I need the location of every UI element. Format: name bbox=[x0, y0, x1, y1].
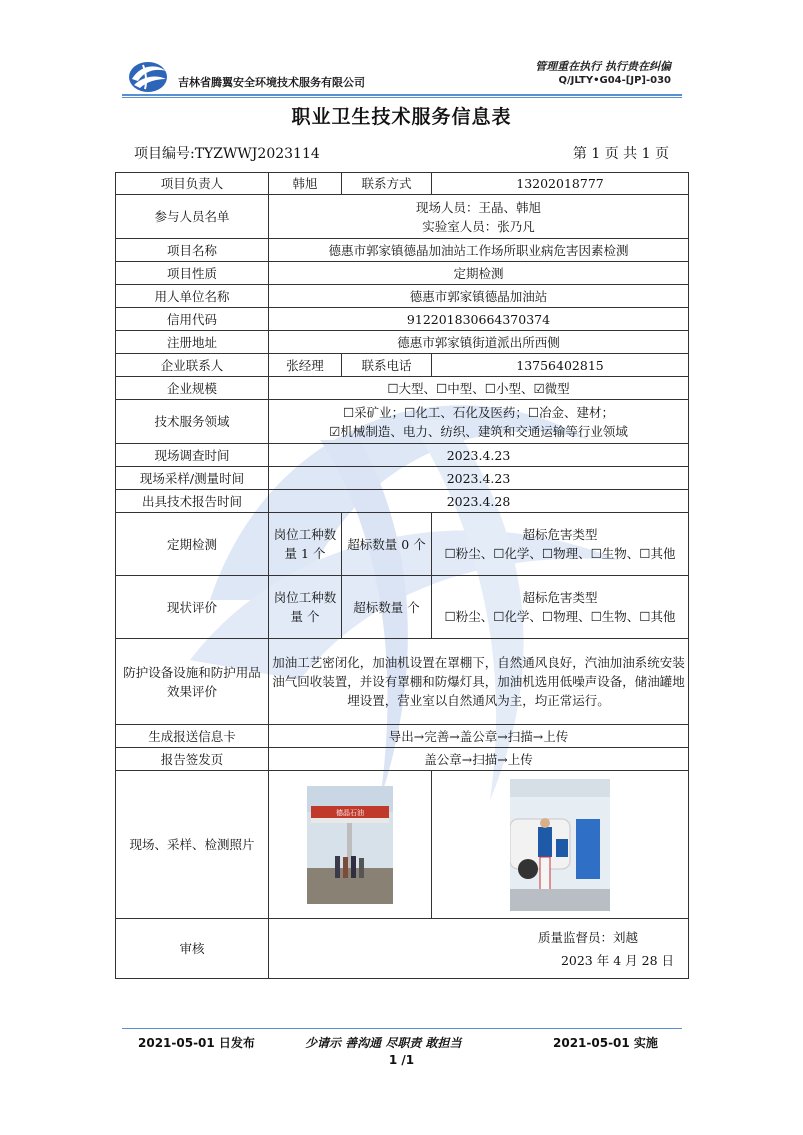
photo-cell-2 bbox=[432, 771, 689, 919]
credit-code-label: 信用代码 bbox=[116, 308, 269, 331]
contact-value: 13202018777 bbox=[432, 173, 689, 195]
quality-supervisor: 质量监督员：刘越 bbox=[537, 929, 638, 945]
site-photo-gas-station bbox=[307, 786, 393, 904]
members-value bbox=[269, 195, 689, 239]
enterprise-phone-value: 13756402815 bbox=[432, 354, 689, 377]
periodic-exceed: 超标数量 0 个 bbox=[342, 513, 432, 576]
table-row bbox=[116, 377, 689, 400]
service-domain-line1: ☐采矿业；☐化工、石化及医药；☐冶金、建材； bbox=[342, 404, 615, 420]
table-row bbox=[116, 490, 689, 513]
table-row bbox=[116, 308, 689, 331]
enterprise-phone-label: 联系电话 bbox=[342, 354, 432, 377]
info-table bbox=[115, 172, 689, 979]
contact-label: 联系方式 bbox=[342, 173, 432, 195]
table-row bbox=[116, 748, 689, 771]
table-row bbox=[116, 725, 689, 748]
table-row bbox=[116, 467, 689, 490]
table-row bbox=[116, 285, 689, 308]
leader-value: 韩旭 bbox=[269, 173, 342, 195]
header-divider bbox=[122, 94, 682, 96]
survey-time-label: 现场调查时间 bbox=[116, 444, 269, 467]
status-exceed: 超标数量 个 bbox=[342, 576, 432, 639]
project-name-label: 项目名称 bbox=[116, 239, 269, 262]
periodic-hazard-types: ☐粉尘、☐化学、☐物理、☐生物、☐其他 bbox=[444, 546, 676, 561]
employer-label: 用人单位名称 bbox=[116, 285, 269, 308]
status-hazards bbox=[432, 576, 689, 639]
enterprise-contact-value: 张经理 bbox=[269, 354, 342, 377]
status-hazard-type-label: 超标危害类型 bbox=[522, 590, 598, 605]
company-name: 吉林省腾翼安全环境技术服务有限公司 bbox=[178, 76, 365, 89]
survey-time-value: 2023.4.23 bbox=[269, 444, 689, 467]
project-type-value: 定期检测 bbox=[269, 262, 689, 285]
table-row bbox=[116, 919, 689, 979]
company-logo-icon bbox=[126, 55, 170, 95]
table-row bbox=[116, 576, 689, 639]
members-label: 参与人员名单 bbox=[116, 195, 269, 239]
service-domain-label: 技术服务领域 bbox=[116, 400, 269, 444]
document-code: Q/JLTY•G04-[JP]-030 bbox=[558, 75, 671, 86]
project-type-label: 项目性质 bbox=[116, 262, 269, 285]
site-photo-sampling bbox=[510, 779, 610, 911]
address-value: 德惠市郭家镇街道派出所西侧 bbox=[269, 331, 689, 354]
table-row bbox=[116, 239, 689, 262]
periodic-posts: 岗位工种数量 1 个 bbox=[269, 513, 342, 576]
review-date: 2023 年 4 月 28 日 bbox=[560, 952, 674, 968]
table-row bbox=[116, 195, 689, 239]
footer-divider bbox=[122, 1028, 682, 1029]
employer-value: 德惠市郭家镇德晶加油站 bbox=[269, 285, 689, 308]
table-row bbox=[116, 444, 689, 467]
project-number: 项目编号:TYZWWJ2023114 bbox=[134, 146, 320, 162]
scale-value: ☐大型、☐中型、☐小型、☑微型 bbox=[269, 377, 689, 400]
footer-published: 2021-05-01 日发布 bbox=[138, 1036, 255, 1050]
table-row bbox=[116, 331, 689, 354]
status-label: 现状评价 bbox=[116, 576, 269, 639]
table-row bbox=[116, 173, 689, 195]
service-domain-line2: ☑机械制造、电力、纺织、建筑和交通运输等行业领域 bbox=[329, 423, 628, 439]
sampling-time-label: 现场采样/测量时间 bbox=[116, 467, 269, 490]
photos-label: 现场、采样、检测照片 bbox=[116, 771, 269, 919]
status-hazard-types: ☐粉尘、☐化学、☐物理、☐生物、☐其他 bbox=[444, 609, 676, 624]
page-info: 第 1 页 共 1 页 bbox=[572, 146, 669, 162]
address-label: 注册地址 bbox=[116, 331, 269, 354]
report-time-label: 出具技术报告时间 bbox=[116, 490, 269, 513]
photo-sign-text: 德晶石油 bbox=[336, 808, 364, 817]
footer-effective: 2021-05-01 实施 bbox=[553, 1036, 658, 1050]
protection-value: 加油工艺密闭化，加油机设置在罩棚下，自然通风良好，汽油加油系统安装油气回收装置，并设有罩棚和防爆灯具，加油机选用低噪声设备，储油罐地埋设置，营业室以自然通风为主，均正常运行。 bbox=[269, 639, 689, 725]
credit-code-value: 912201830664370374 bbox=[269, 308, 689, 331]
table-row bbox=[116, 354, 689, 377]
footer-motto: 少请示 善沟通 尽职责 敢担当 bbox=[305, 1036, 462, 1050]
table-row bbox=[116, 771, 689, 919]
review-label: 审核 bbox=[116, 919, 269, 979]
info-card-value: 导出→完善→盖公章→扫描→上传 bbox=[269, 725, 689, 748]
service-domain-value bbox=[269, 400, 689, 444]
page-title: 职业卫生技术服务信息表 bbox=[291, 106, 512, 128]
periodic-hazard-type-label: 超标危害类型 bbox=[522, 527, 598, 542]
review-value bbox=[269, 919, 689, 979]
table-row bbox=[116, 639, 689, 725]
table-row bbox=[116, 400, 689, 444]
enterprise-contact-label: 企业联系人 bbox=[116, 354, 269, 377]
scale-label: 企业规模 bbox=[116, 377, 269, 400]
report-time-value: 2023.4.28 bbox=[269, 490, 689, 513]
status-posts: 岗位工种数量 个 bbox=[269, 576, 342, 639]
table-row bbox=[116, 513, 689, 576]
issue-page-label: 报告签发页 bbox=[116, 748, 269, 771]
footer-page-number: 1 /1 bbox=[388, 1053, 415, 1067]
project-name-value: 德惠市郭家镇德晶加油站工作场所职业病危害因素检测 bbox=[269, 239, 689, 262]
periodic-hazards bbox=[432, 513, 689, 576]
members-site: 现场人员：王晶、韩旭 bbox=[415, 199, 541, 215]
header-divider-thin bbox=[122, 97, 682, 98]
photo-cell-1 bbox=[269, 771, 432, 919]
table-row bbox=[116, 262, 689, 285]
periodic-label: 定期检测 bbox=[116, 513, 269, 576]
protection-label: 防护设备设施和防护用品效果评价 bbox=[116, 639, 269, 725]
info-card-label: 生成报送信息卡 bbox=[116, 725, 269, 748]
issue-page-value: 盖公章→扫描→上传 bbox=[269, 748, 689, 771]
members-lab: 实验室人员：张乃凡 bbox=[422, 218, 535, 234]
sampling-time-value: 2023.4.23 bbox=[269, 467, 689, 490]
leader-label: 项目负责人 bbox=[116, 173, 269, 195]
header-slogan: 管理重在执行 执行贵在纠偏 bbox=[535, 60, 671, 73]
